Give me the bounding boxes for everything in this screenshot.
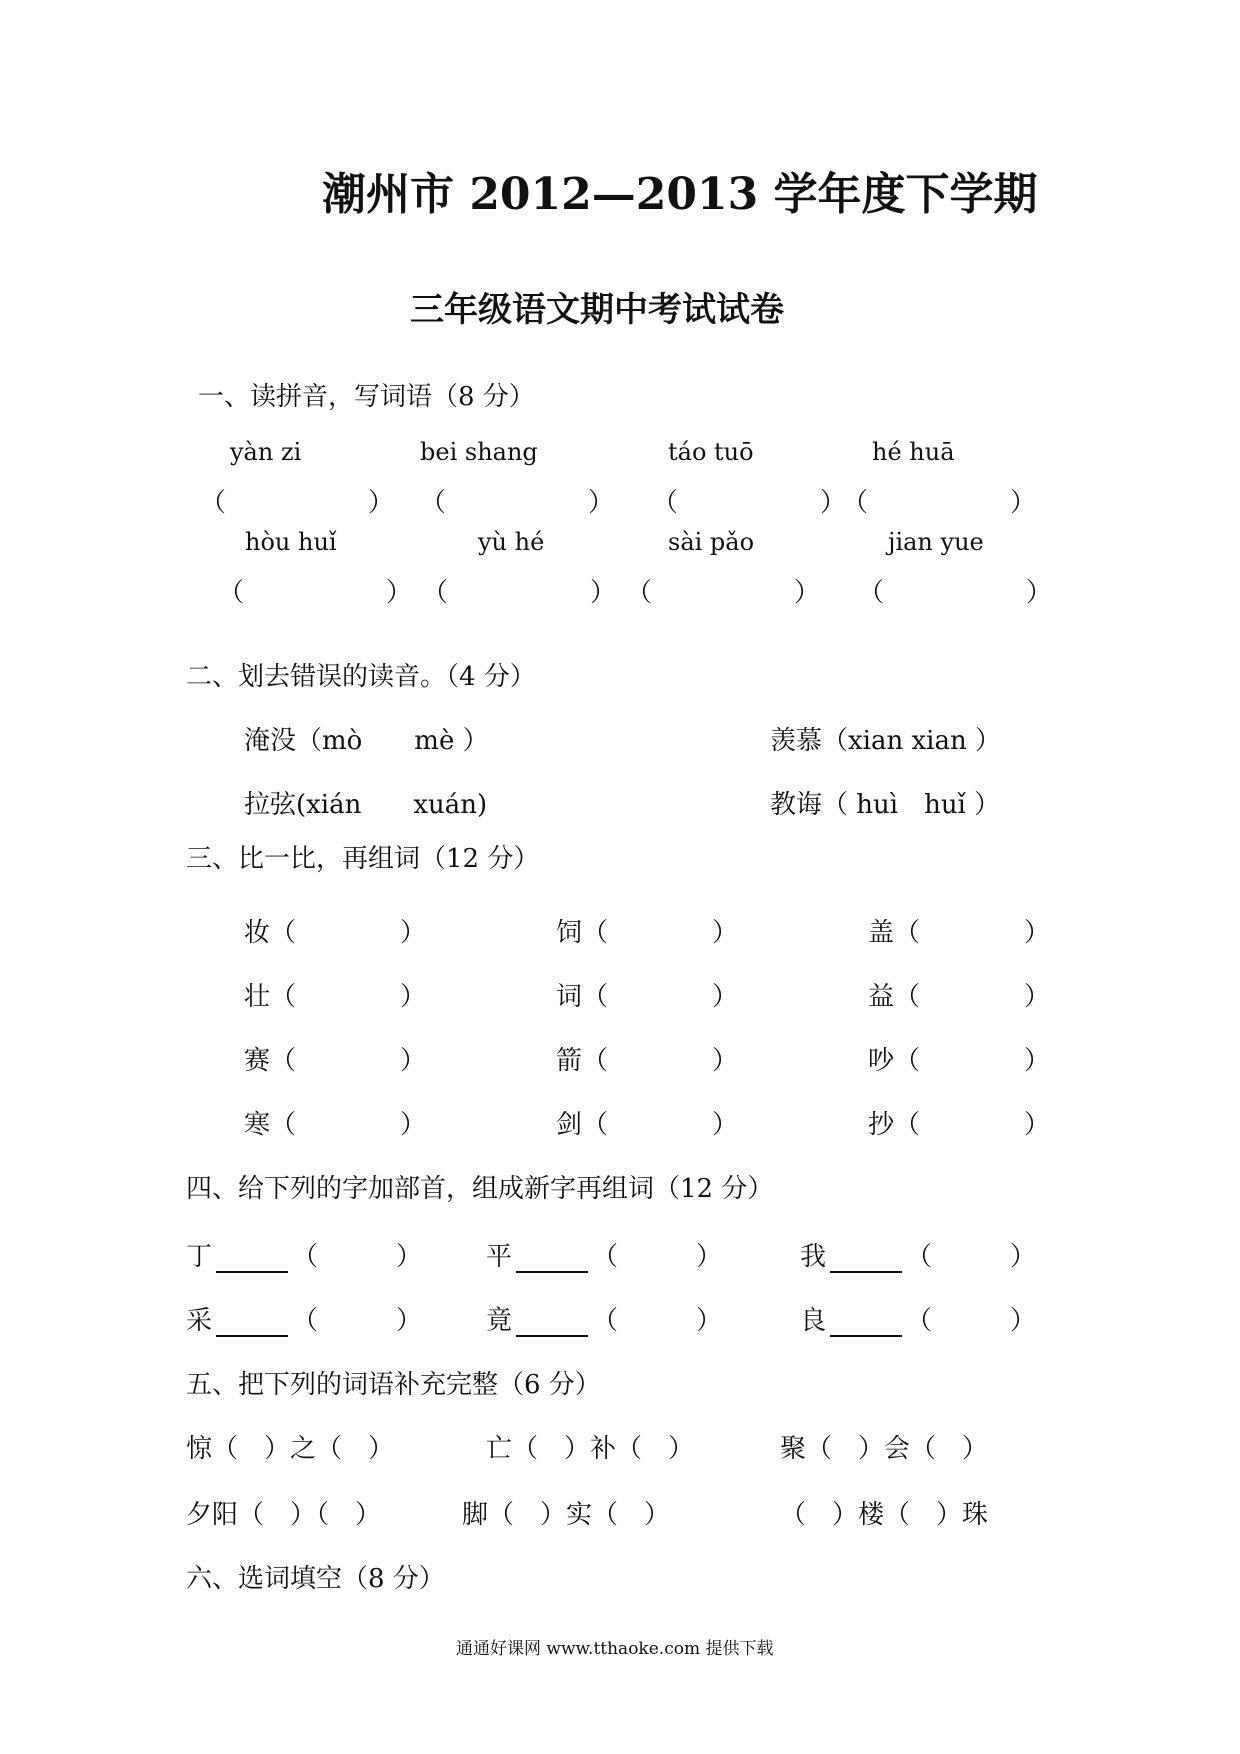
section-5-heading: 五、把下列的词语补充完整（6 分）: [186, 1370, 601, 1400]
answer-blank[interactable]: （ ）: [582, 982, 739, 1012]
answer-blank[interactable]: （ ）: [894, 982, 1051, 1012]
answer-blank[interactable]: （ ）: [292, 1242, 423, 1272]
section-6-heading: 六、选词填空（8 分）: [186, 1564, 445, 1594]
fill-line[interactable]: [216, 1247, 288, 1273]
page-subtitle: 三年级语文期中考试试卷: [410, 290, 784, 330]
fill-line[interactable]: [830, 1247, 902, 1273]
pinyin-item: sài pǎo: [668, 528, 755, 556]
answer-blank[interactable]: （ ）: [894, 918, 1051, 948]
char-item: 剑（ ）: [556, 1110, 739, 1140]
answer-blank[interactable]: （ ）: [200, 488, 397, 518]
section-2-heading: 二、划去错误的读音。（4 分）: [186, 662, 536, 692]
answer-blank[interactable]: （ ）: [592, 1306, 723, 1336]
reading-item[interactable]: 淹没（mò mè ）: [244, 726, 489, 756]
char-item: 妆（ ）: [244, 918, 427, 948]
radical-item: 我 （ ）: [800, 1242, 1037, 1272]
radical-item: 平 （ ）: [486, 1242, 723, 1272]
answer-blank[interactable]: （ ）: [906, 1242, 1037, 1272]
answer-blank[interactable]: （ ）: [582, 918, 739, 948]
answer-blank[interactable]: （ ）: [292, 1306, 423, 1336]
pinyin-item: táo tuō: [668, 438, 754, 466]
answer-blank[interactable]: （ ）: [858, 578, 1055, 608]
pinyin-item: yàn zi: [230, 438, 302, 466]
idiom-item[interactable]: 夕阳（ ）（ ）: [186, 1500, 382, 1530]
idiom-item[interactable]: （ ）楼（ ）珠: [780, 1500, 989, 1530]
section-4-heading: 四、给下列的字加部首，组成新字再组词（12 分）: [186, 1174, 774, 1204]
char-item: 盖（ ）: [868, 918, 1051, 948]
reading-item[interactable]: 拉弦(xián xuán): [244, 790, 488, 820]
char-item: 壮（ ）: [244, 982, 427, 1012]
answer-blank[interactable]: （ ）: [626, 578, 823, 608]
pinyin-item: bei shang: [420, 438, 538, 466]
section-3-heading: 三、比一比，再组词（12 分）: [186, 844, 540, 874]
section-1-heading: 一、读拼音，写词语（8 分）: [198, 382, 535, 412]
answer-blank[interactable]: （ ）: [652, 488, 849, 518]
pinyin-item: jian yue: [888, 528, 984, 556]
pinyin-item: hòu huǐ: [245, 528, 337, 556]
answer-blank[interactable]: （ ）: [270, 982, 427, 1012]
answer-blank[interactable]: （ ）: [842, 488, 1039, 518]
char-item: 益（ ）: [868, 982, 1051, 1012]
idiom-item[interactable]: 亡（ ）补（ ）: [486, 1434, 695, 1464]
answer-blank[interactable]: （ ）: [582, 1046, 739, 1076]
answer-blank[interactable]: （ ）: [270, 918, 427, 948]
answer-blank[interactable]: （ ）: [270, 1110, 427, 1140]
radical-item: 采 （ ）: [186, 1306, 423, 1336]
answer-blank[interactable]: （ ）: [422, 578, 619, 608]
fill-line[interactable]: [216, 1311, 288, 1337]
char-item: 吵（ ）: [868, 1046, 1051, 1076]
answer-blank[interactable]: （ ）: [270, 1046, 427, 1076]
idiom-item[interactable]: 脚（ ）实（ ）: [462, 1500, 671, 1530]
idiom-item[interactable]: 聚（ ）会（ ）: [780, 1434, 989, 1464]
char-item: 箭（ ）: [556, 1046, 739, 1076]
answer-blank[interactable]: （ ）: [582, 1110, 739, 1140]
answer-blank[interactable]: （ ）: [218, 578, 415, 608]
radical-item: 良 （ ）: [800, 1306, 1037, 1336]
char-item: 词（ ）: [556, 982, 739, 1012]
answer-blank[interactable]: （ ）: [592, 1242, 723, 1272]
footer-credit: 通通好课网 www.tthaoke.com 提供下载: [456, 1639, 774, 1659]
fill-line[interactable]: [830, 1311, 902, 1337]
reading-item[interactable]: 羡慕（xian xian ）: [770, 726, 1001, 756]
radical-item: 丁 （ ）: [186, 1242, 423, 1272]
radical-item: 竟 （ ）: [486, 1306, 723, 1336]
pinyin-item: yù hé: [478, 528, 545, 556]
char-item: 饲（ ）: [556, 918, 739, 948]
pinyin-item: hé huā: [872, 438, 955, 466]
char-item: 抄（ ）: [868, 1110, 1051, 1140]
char-item: 赛（ ）: [244, 1046, 427, 1076]
answer-blank[interactable]: （ ）: [906, 1306, 1037, 1336]
char-item: 寒（ ）: [244, 1110, 427, 1140]
idiom-item[interactable]: 惊（ ）之（ ）: [186, 1434, 395, 1464]
reading-item[interactable]: 教诲（ huì huǐ ）: [770, 790, 1001, 820]
page-title: 潮州市 2012—2013 学年度下学期: [322, 169, 1038, 220]
fill-line[interactable]: [516, 1311, 588, 1337]
answer-blank[interactable]: （ ）: [420, 488, 617, 518]
answer-blank[interactable]: （ ）: [894, 1110, 1051, 1140]
fill-line[interactable]: [516, 1247, 588, 1273]
answer-blank[interactable]: （ ）: [894, 1046, 1051, 1076]
